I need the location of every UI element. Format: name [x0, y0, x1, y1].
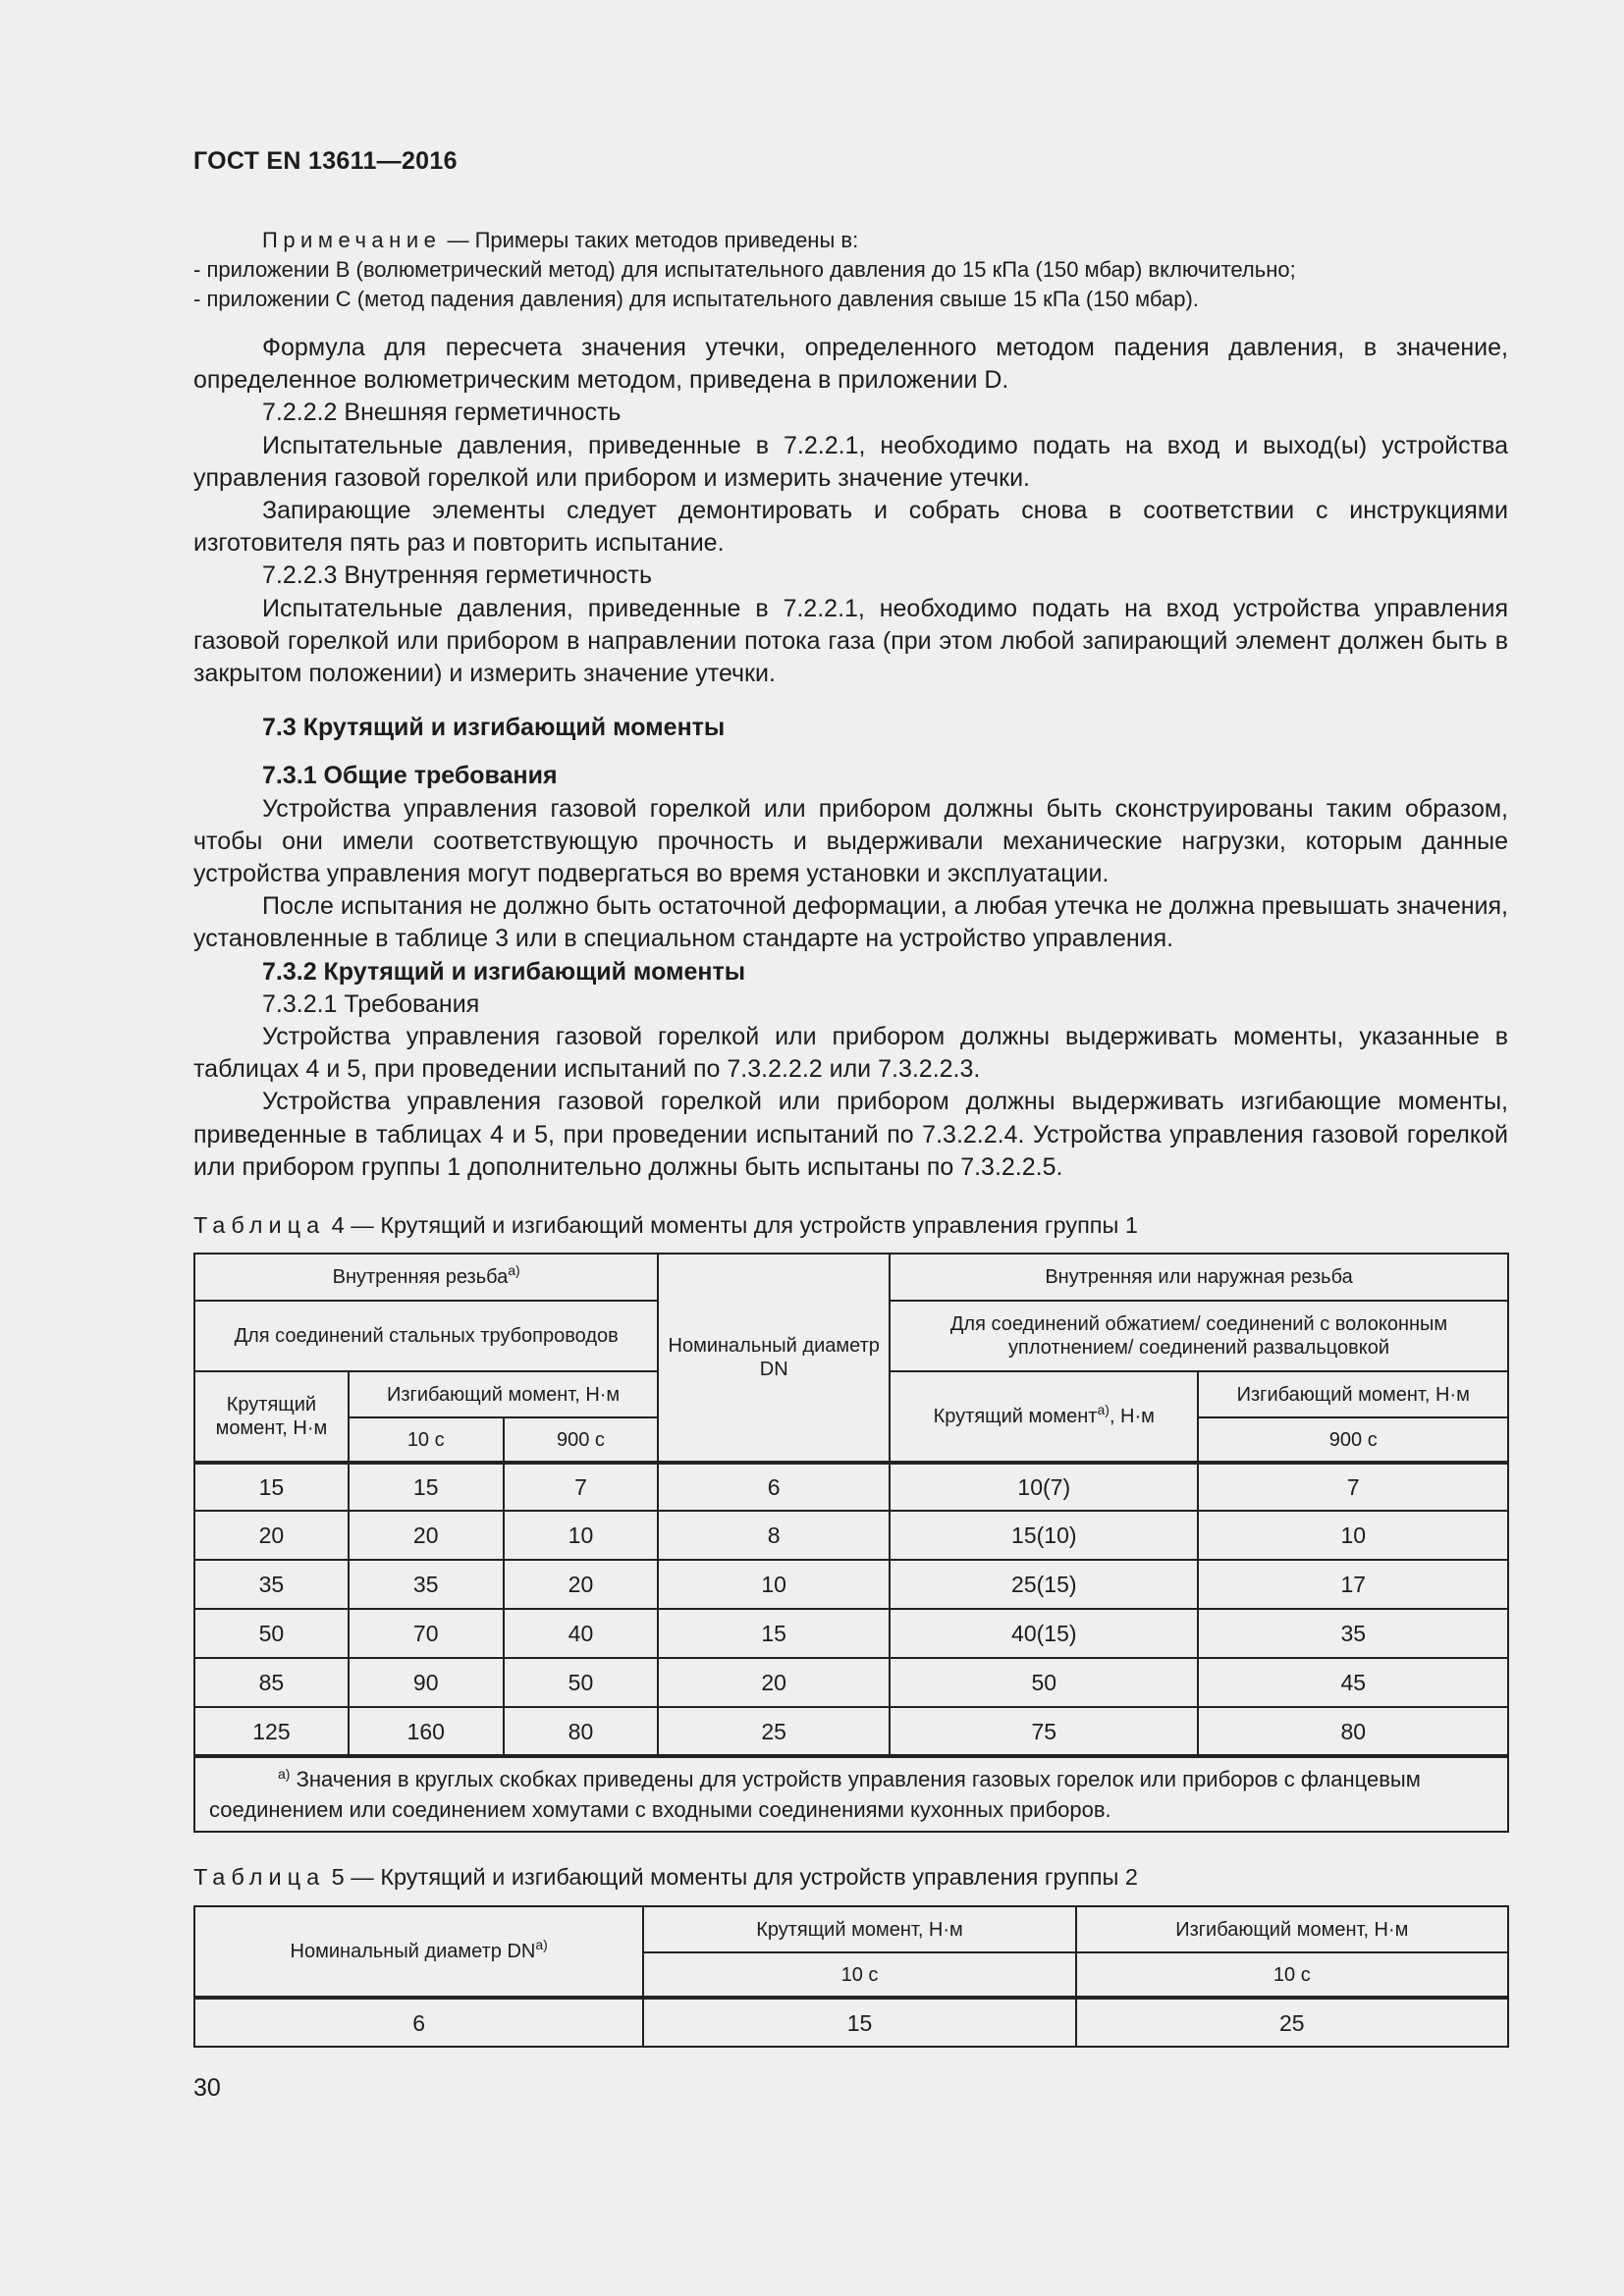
table-cell: 50	[194, 1609, 349, 1658]
document-header: ГОСТ EN 13611—2016	[193, 147, 458, 175]
table4-header-cell: Крутящий момент$^{а)}$, Н·м	[890, 1371, 1198, 1463]
subsection-heading: 7.2.2.3 Внутренняя герметичность	[262, 561, 653, 590]
table-row	[194, 1658, 1508, 1707]
note-text: Примеры таких методов приведены в:	[474, 228, 859, 252]
table-cell: 15	[643, 1998, 1075, 2047]
caption-label: Таблица	[193, 1212, 326, 1238]
table4-header-cell: Для соединений обжатием/ соединений с волоконным уплотнением/ соединений развальцовкой	[890, 1301, 1508, 1371]
body-text	[193, 332, 1508, 1184]
table-cell: 10	[504, 1511, 659, 1560]
caption-text: 4 — Крутящий и изгибающий моменты для устройств управления группы 1	[325, 1212, 1139, 1238]
table-cell: 10	[658, 1560, 890, 1609]
table-cell: 40	[504, 1609, 659, 1658]
table-cell: 35	[194, 1560, 349, 1609]
subsection-heading: 7.2.2.2 Внешняя герметичность	[262, 399, 622, 427]
table-cell: 7	[504, 1463, 659, 1511]
table-cell: 7	[1198, 1463, 1508, 1511]
table5-header-cell: Крутящий момент, Н·м	[643, 1906, 1075, 1952]
table-cell: 20	[504, 1560, 659, 1609]
caption-label: Таблица	[193, 1864, 326, 1890]
table-cell: 20	[658, 1658, 890, 1707]
table-row	[194, 1609, 1508, 1658]
table-cell: 50	[504, 1658, 659, 1707]
section-heading: 7.3.2 Крутящий и изгибающий моменты	[262, 957, 746, 986]
table-cell: 6	[658, 1463, 890, 1511]
section-heading: 7.3.1 Общие требования	[262, 762, 558, 790]
table4-header-cell: Крутящий момент, Н·м	[194, 1371, 349, 1463]
table-row	[194, 1707, 1508, 1756]
table-cell: 50	[890, 1658, 1198, 1707]
section-heading: 7.3 Крутящий и изгибающий моменты	[262, 714, 726, 742]
paragraph: Устройства управления газовой горелкой или прибором должны быть сконструированы таким образом, чтобы они имели соответствующую прочность и выдерживали механические нагрузки, которым данные устройства управления могут подвергаться во время установки и эксплуатации.	[193, 794, 1508, 888]
table4-footnote: $^{а)}$ Значения в круглых скобках приведены для устройств управления газовых горелок или приборов с фланцевым соединением или соединением хомутами с входными соединениями кухонных приборов.	[194, 1756, 1508, 1832]
table4-header-cell: Внутренняя резьба$^{а)}$	[194, 1254, 658, 1301]
table-cell: 35	[349, 1560, 504, 1609]
paragraph: Формула для пересчета значения утечки, определенного методом падения давления, в значение, определенное волюметрическим методом, приведена в приложении D.	[193, 334, 1508, 395]
table-cell: 160	[349, 1707, 504, 1756]
paragraph: Устройства управления газовой горелкой или прибором должны выдерживать изгибающие моменты, приведенные в таблицах 4 и 5, при проведении испытаний по 7.3.2.2.4. Устройства управления газовой горелкой или прибором группы 1 дополнительно должны быть испытаны по 7.3.2.2.5.	[193, 1088, 1508, 1181]
table4-header-cell: Для соединений стальных трубопроводов	[194, 1301, 658, 1371]
table-cell: 35	[1198, 1609, 1508, 1658]
page-number: 30	[193, 2074, 221, 2102]
table5-header-cell: 10 с	[643, 1952, 1075, 1998]
table4-header-cell: 10 с	[349, 1417, 504, 1463]
table4-header-cell: 900 с	[1198, 1417, 1508, 1463]
table-cell: 80	[1198, 1707, 1508, 1756]
table-cell: 75	[890, 1707, 1198, 1756]
table-cell: 15(10)	[890, 1511, 1198, 1560]
table4-caption	[193, 1212, 1138, 1239]
caption-text: 5 — Крутящий и изгибающий моменты для устройств управления группы 2	[325, 1864, 1139, 1890]
table-cell: 80	[504, 1707, 659, 1756]
table4-header-cell: Изгибающий момент, Н·м	[349, 1371, 658, 1417]
table-cell: 10	[1198, 1511, 1508, 1560]
table-cell: 15	[194, 1463, 349, 1511]
table-cell: 85	[194, 1658, 349, 1707]
table-footnote-row	[194, 1756, 1508, 1832]
table4-header-cell: Внутренняя или наружная резьба	[890, 1254, 1508, 1301]
table5-header-cell: Номинальный диаметр $DN^{а)}$	[194, 1906, 643, 1998]
table-row	[194, 1998, 1508, 2047]
table5-header-cell: 10 с	[1076, 1952, 1508, 1998]
table-cell: 25(15)	[890, 1560, 1198, 1609]
table-cell: 70	[349, 1609, 504, 1658]
table4-header-cell: Номинальный диаметр DN	[658, 1254, 890, 1463]
table-cell: 15	[349, 1463, 504, 1511]
note-line: - приложении B (волюметрический метод) для испытательного давления до 15 кПа (150 мбар) включительно;	[193, 257, 1296, 282]
table-cell: 15	[658, 1609, 890, 1658]
paragraph: Устройства управления газовой горелкой или прибором должны выдерживать моменты, указанные в таблицах 4 и 5, при проведении испытаний по 7.3.2.2.2 или 7.3.2.2.3.	[193, 1023, 1508, 1084]
paragraph: После испытания не должно быть остаточной деформации, а любая утечка не должна превышать значения, установленные в таблице 3 или в специальном стандарте на устройство управления.	[193, 892, 1508, 953]
table-cell: 90	[349, 1658, 504, 1707]
note-label: Примечание	[262, 228, 442, 252]
table-row	[194, 1511, 1508, 1560]
table4-header-cell: Изгибающий момент, Н·м	[1198, 1371, 1508, 1417]
table-cell: 6	[194, 1998, 643, 2047]
table4-header-cell: 900 с	[504, 1417, 659, 1463]
table-cell: 10(7)	[890, 1463, 1198, 1511]
note-line: - приложении C (метод падения давления) для испытательного давления свыше 15 кПа (150 мбар).	[193, 287, 1199, 311]
table-row	[194, 1463, 1508, 1511]
note-dash: —	[441, 228, 475, 252]
table-cell: 25	[658, 1707, 890, 1756]
table-cell: 125	[194, 1707, 349, 1756]
table5-header-cell: Изгибающий момент, Н·м	[1076, 1906, 1508, 1952]
table-cell: 17	[1198, 1560, 1508, 1609]
table5	[193, 1905, 1509, 2048]
table-row	[194, 1560, 1508, 1609]
table-cell: 20	[349, 1511, 504, 1560]
paragraph: Запирающие элементы следует демонтировать и собрать снова в соответствии с инструкциями изготовителя пять раз и повторить испытание.	[193, 497, 1508, 558]
paragraph: Испытательные давления, приведенные в 7.2.2.1, необходимо подать на вход и выход(ы) устройства управления газовой горелкой или прибором и измерить значение утечки.	[193, 431, 1508, 492]
note-first-line	[193, 226, 1509, 255]
paragraph: Испытательные давления, приведенные в 7.2.2.1, необходимо подать на вход устройства управления газовой горелкой или прибором в направлении потока газа (при этом любой запирающий элемент должен быть в закрытом положении) и измерить значение утечки.	[193, 594, 1508, 688]
table4	[193, 1253, 1509, 1833]
table-cell: 40(15)	[890, 1609, 1198, 1658]
table-cell: 45	[1198, 1658, 1508, 1707]
note-block	[193, 226, 1509, 314]
subsection-heading: 7.3.2.1 Требования	[262, 989, 480, 1018]
table5-caption	[193, 1864, 1138, 1891]
table-cell: 8	[658, 1511, 890, 1560]
table-cell: 25	[1076, 1998, 1508, 2047]
table-cell: 20	[194, 1511, 349, 1560]
